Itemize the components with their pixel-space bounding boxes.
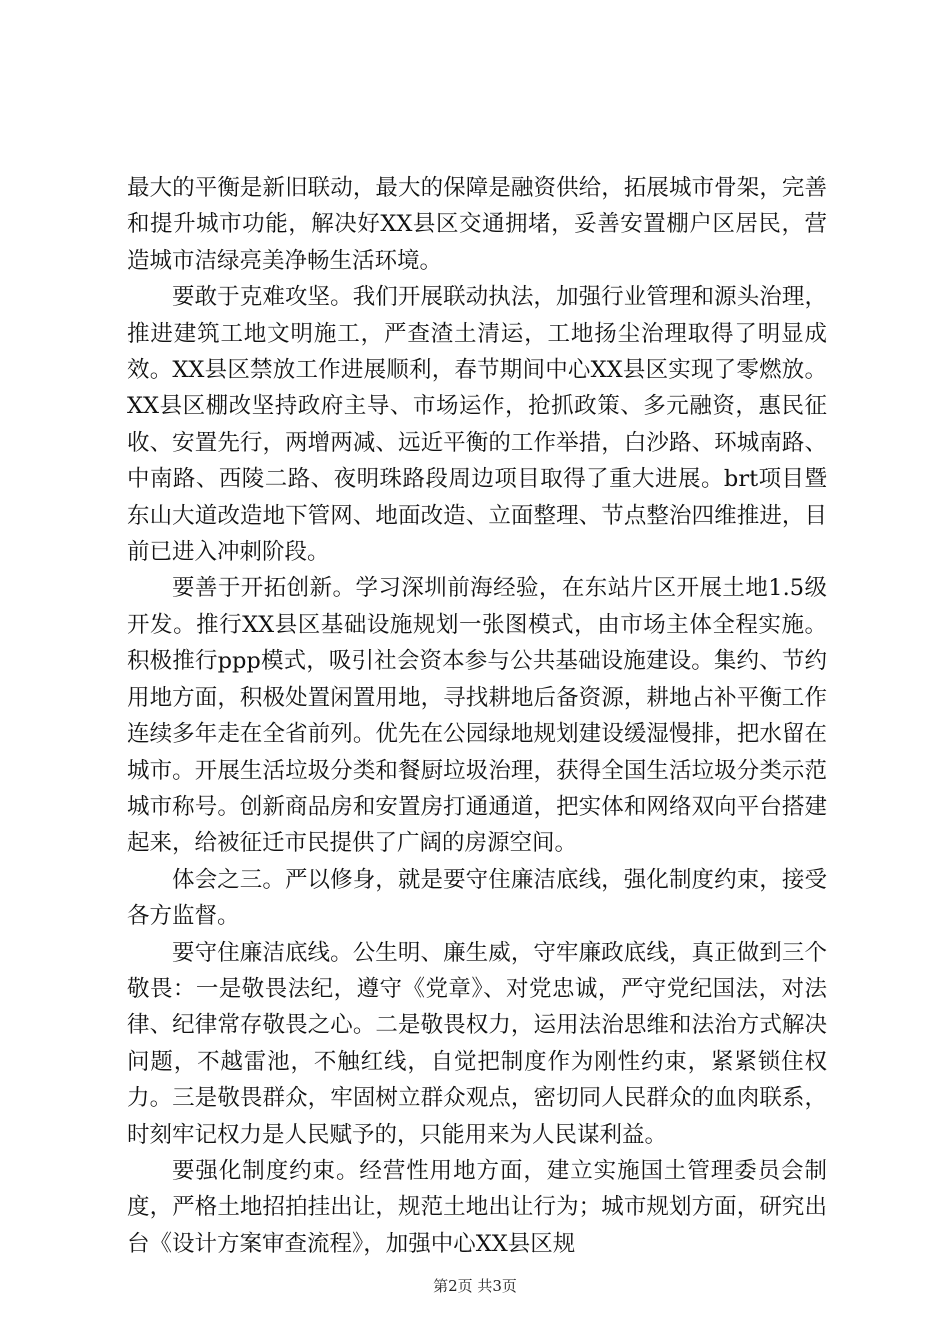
paragraph-5: 要守住廉洁底线。公生明、廉生威，守牢廉政底线，真正做到三个敬畏：一是敬畏法纪，遵守《党章》、对党忠诚，严守党纪国法，对法律、纪律常存敬畏之心。二是敬畏权力，运用法治思维和法治方式解决问题，不越雷池，不触红线，自觉把制度作为刚性约束，紧紧锁住权力。三是敬畏群众，牢固树立群众观点，密切同人民群众的血肉联系，时刻牢记权力是人民赋予的，只能用来为人民谋利益。 [127, 939, 827, 1148]
page-footer [0, 1275, 950, 1296]
paragraph-2: 要敢于克难攻坚。我们开展联动执法，加强行业管理和源头治理，推进建筑工地文明施工，严查渣土清运，工地扬尘治理取得了明显成效。XX县区禁放工作进展顺利，春节期间中心XX县区实现了零燃放。XX县区棚改坚持政府主导、市场运作，抢抓政策、多元融资，惠民征收、安置先行，两增两减、远近平衡的工作举措，白沙路、环城南路、中南路、西陵二路、夜明珠路段周边项目取得了重大进展。brt项目暨东山大道改造地下管网、地面改造、立面整理、节点整治四维推进，目前已进入冲刺阶段。 [127, 284, 827, 566]
paragraph-3: 要善于开拓创新。学习深圳前海经验，在东站片区开展土地1.5级开发。推行XX县区基础设施规划一张图模式，由市场主体全程实施。积极推行ppp模式，吸引社会资本参与公共基础设施建设。集约、节约用地方面，积极处置闲置用地，寻找耕地后备资源，耕地占补平衡工作连续多年走在全省前列。优先在公园绿地规划建设缓湿慢排，把水留在城市。开展生活垃圾分类和餐厨垃圾治理，获得全国生活垃圾分类示范城市称号。创新商品房和安置房打通通道，把实体和网络双向平台搭建起来，给被征迁市民提供了广阔的房源空间。 [127, 575, 827, 857]
page-number-label: 第2页 共3页 [433, 1277, 517, 1295]
paragraph-1: 最大的平衡是新旧联动，最大的保障是融资供给，拓展城市骨架，完善和提升城市功能，解决好XX县区交通拥堵，妥善安置棚户区居民，营造城市洁绿亮美净畅生活环境。 [127, 175, 827, 274]
document-body [127, 170, 827, 1262]
paragraph-6: 要强化制度约束。经营性用地方面，建立实施国土管理委员会制度，严格土地招拍挂出让，规范土地出让行为；城市规划方面，研究出台《设计方案审查流程》，加强中心XX县区规 [127, 1157, 827, 1257]
paragraph-4: 体会之三。严以修身，就是要守住廉洁底线，强化制度约束，接受各方监督。 [127, 866, 827, 930]
